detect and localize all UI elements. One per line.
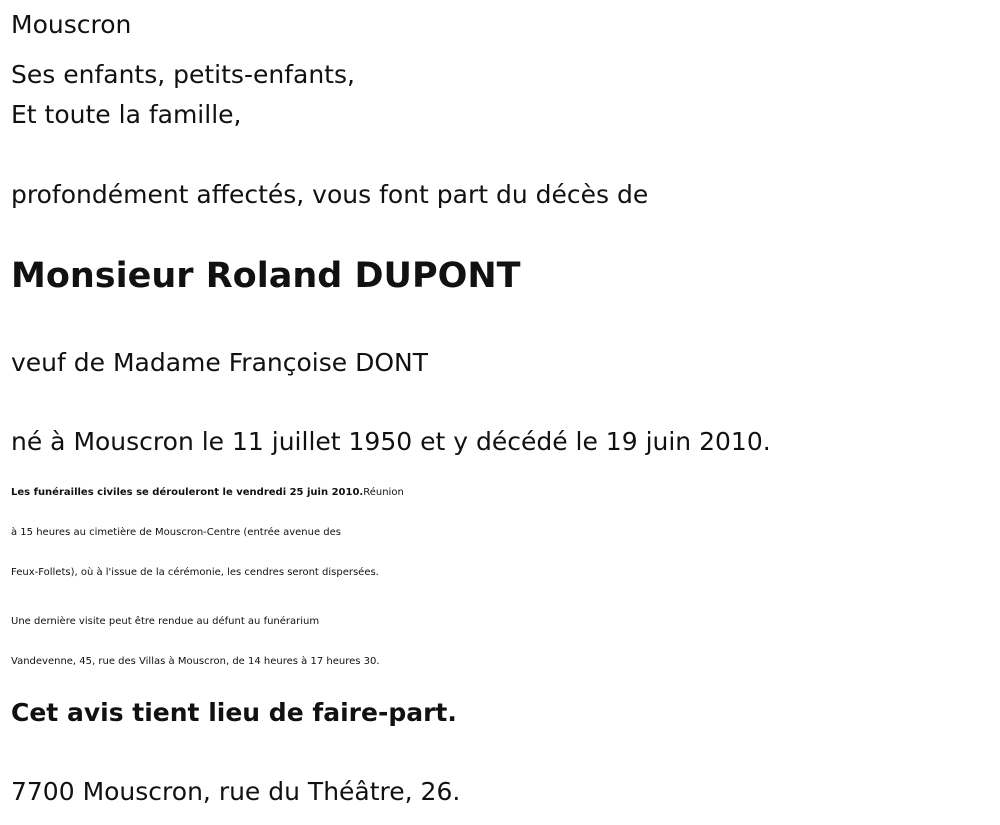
birth-death-text: né à Mouscron le 11 juillet 1950 et y décédé le 19 juin 2010. <box>11 427 771 456</box>
notice-statement: Cet avis tient lieu de faire-part. <box>11 698 457 727</box>
visit-paragraph <box>11 602 996 682</box>
family-address: 7700 Mouscron, rue du Théâtre, 26. <box>11 777 461 806</box>
visit-line-2: Vandevenne, 45, rue des Villas à Mouscron, de 14 heures à 17 heures 30. <box>11 656 380 667</box>
family-line-2: Et toute la famille, <box>11 100 242 129</box>
intro-text: profondément affectés, vous font part du décès de <box>11 180 649 209</box>
funeral-line-1 <box>11 473 996 513</box>
widow-of-text: veuf de Madame Françoise DONT <box>11 348 428 377</box>
funeral-line-3: Feux-Follets), où à l'issue de la cérémonie, les cendres seront dispersées. <box>11 567 379 578</box>
funeral-line-2: à 15 heures au cimetière de Mouscron-Centre (entrée avenue des <box>11 527 342 538</box>
city-heading: Mouscron <box>11 10 132 39</box>
family-line-1: Ses enfants, petits-enfants, <box>11 60 355 89</box>
funeral-paragraph <box>11 473 996 593</box>
visit-line-1: Une dernière visite peut être rendue au défunt au funérarium <box>11 616 320 627</box>
funeral-meeting-start: Réunion <box>363 487 404 498</box>
deceased-name: Monsieur Roland DUPONT <box>11 256 521 296</box>
funeral-announcement: Les funérailles civiles se dérouleront le vendredi 25 juin 2010. <box>11 487 364 498</box>
